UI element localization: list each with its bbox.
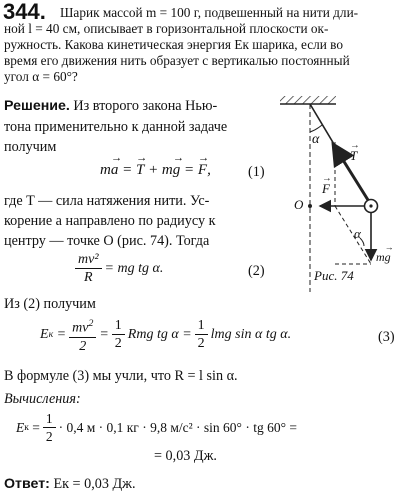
note-line: В формуле (3) мы учли, что R = l sin α. <box>4 368 238 384</box>
solution-line-3: получим <box>4 139 57 155</box>
calc-heading: Вычисления: <box>4 391 81 407</box>
equation-2-denominator: R <box>83 270 93 285</box>
equation-2-numerator: mv² <box>75 251 102 269</box>
ball-center <box>369 204 372 207</box>
calc-line-1-text: · 0,4 м · 0,1 кг · 9,8 м/с² · sin 60° · tg 60° = <box>58 419 297 435</box>
solution-line-1-text: Из второго закона Нью- <box>73 98 218 114</box>
answer-line <box>4 476 136 493</box>
equation-2-rhs: = mg tg α. <box>104 260 164 276</box>
where-line-1: где T — сила натяжения нити. Ус- <box>4 193 210 209</box>
equation-1-tag: (1) <box>248 164 265 180</box>
where-line-3: центру — точке O (рис. 74). Тогда <box>4 233 210 249</box>
equation-3-tag: (3) <box>378 329 395 345</box>
figure-label-O: O <box>294 197 304 212</box>
where-line-2: корение a направлено по радиусу к <box>4 213 216 229</box>
equation-2 <box>72 251 163 286</box>
problem-line-2: ной l = 40 см, описывает в горизонтальной плоскости ок- <box>4 21 329 36</box>
answer-value: Eк = 0,03 Дж. <box>53 476 136 492</box>
figure-label-F: → F <box>322 181 330 197</box>
problem-line-1: Шарик массой m = 100 г, подвешенный на нити дли- <box>60 5 359 20</box>
figure-label-alpha: α <box>312 132 320 147</box>
problem-line-3: ружность. Какова кинетическая энергия Eк шарика, если во <box>4 37 344 52</box>
solution-line-1 <box>4 98 217 115</box>
angle-arc <box>310 125 322 132</box>
solution-heading: Решение. <box>4 98 70 114</box>
ceiling-hatch <box>280 96 336 104</box>
equation-2-tag: (2) <box>248 263 265 279</box>
answer-label: Ответ: <box>4 476 50 492</box>
from-2-line: Из (2) получим <box>4 296 96 312</box>
calc-line-1: E к = $\frac{1}{2}$ · 0,4 м · 0,1 кг · 9,8 м/с² · sin 60° · tg 60° = <box>16 411 297 444</box>
problem-number: 344. <box>3 0 46 24</box>
figure-label-alpha-2: α <box>354 226 361 241</box>
equation-1: m→ a = → T + m→ g = → F, <box>100 162 211 179</box>
figure-label-mg: m→ g <box>376 250 391 265</box>
problem-line-4: время его движения нить образует с вертикалью постоянный <box>4 53 350 68</box>
figure-label-T: → T <box>350 148 357 164</box>
solution-line-2: тона применительно к данной задаче <box>4 119 228 135</box>
problem-line-5: угол α = 60°? <box>4 69 78 84</box>
figure-caption: Рис. 74 <box>314 268 354 283</box>
dashed-diagonal <box>335 206 371 264</box>
calc-line-2: = 0,03 Дж. <box>154 448 217 464</box>
point-O <box>308 204 312 208</box>
equation-3: E к = $\frac{mv^2}{2}$ = $\frac{1}{2}$ Rmg tg α = $\frac{1}{2}$ lmg sin α tg α. <box>40 315 291 355</box>
